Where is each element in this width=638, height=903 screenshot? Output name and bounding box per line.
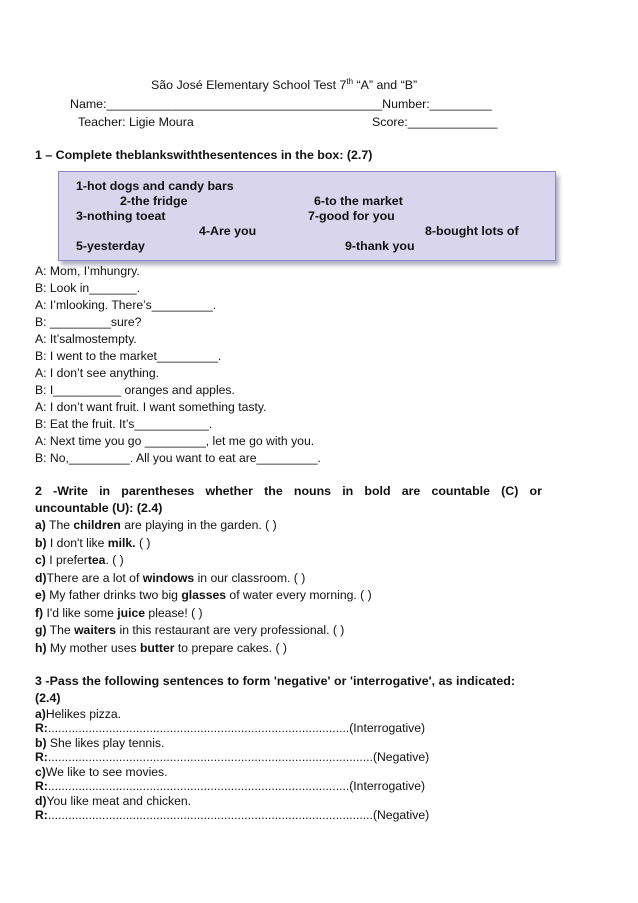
q2-title: 2 -Write in parentheses whether the nouns in bold are countable (C) or xyxy=(35,484,542,498)
q3-answer-line: R:................................................................................................(Negative) xyxy=(35,808,430,822)
box-item: 8-bought lots of xyxy=(425,224,519,238)
box-item: 9-thank you xyxy=(345,239,415,253)
dialogue-line: B: I went to the market_________. xyxy=(35,349,222,363)
q3-answer-line: R:................................................................................................(Negative) xyxy=(35,750,430,764)
box-item: 2-the fridge xyxy=(120,194,188,208)
q2-title-line2: uncountable (U): (2.4) xyxy=(35,501,163,515)
word-box xyxy=(58,171,556,261)
dialogue-line: B: I__________ oranges and apples. xyxy=(35,383,235,397)
box-item: 3-nothing toeat xyxy=(76,209,166,223)
box-item: 5-yesterday xyxy=(76,239,145,253)
q3-answer-line: R:.........................................................................................(Interrogative) xyxy=(35,779,426,793)
q3-sentence: d)You like meat and chicken. xyxy=(35,794,192,808)
box-item: 6-to the market xyxy=(314,194,403,208)
dialogue-line: A: It’salmostempty. xyxy=(35,332,137,346)
q2-item: b) I don't like milk. ( ) xyxy=(35,536,151,550)
q2-item: d)There are a lot of windows in our classroom. ( ) xyxy=(35,571,306,585)
q3-sentence: c)We like to see movies. xyxy=(35,765,168,779)
q2-item: c) I prefertea. ( ) xyxy=(35,553,124,567)
q2-item: f) I'd like some juice please! ( ) xyxy=(35,606,203,620)
school-title: São José Elementary School Test 7th “A” and “B” xyxy=(151,76,418,92)
dialogue-line: B: No,_________. All you want to eat are_________. xyxy=(35,451,321,465)
q2-item: g) The waiters in this restaurant are very professional. ( ) xyxy=(35,623,345,637)
q2-item: a) The children are playing in the garden. ( ) xyxy=(35,518,277,532)
q1-title: 1 – Complete theblankswiththesentences in the box: (2.7) xyxy=(35,148,373,162)
q2-item: h) My mother uses butter to prepare cakes. ( ) xyxy=(35,641,287,655)
dialogue-line: A: Mom, I’mhungry. xyxy=(35,264,140,278)
dialogue-line: B: _________sure? xyxy=(35,315,142,329)
q2-item: e) My father drinks two big glasses of water every morning. ( ) xyxy=(35,588,372,602)
dialogue-line: A: Next time you go _________, let me go with you. xyxy=(35,434,315,448)
box-item: 7-good for you xyxy=(308,209,395,223)
box-item: 4-Are you xyxy=(199,224,257,238)
box-item: 1-hot dogs and candy bars xyxy=(76,179,234,193)
q3-points: (2.4) xyxy=(35,691,61,705)
dialogue-line: B: Look in_______. xyxy=(35,281,141,295)
teacher-label: Teacher: Ligie Moura xyxy=(78,115,194,129)
dialogue-line: A: I don’t see anything. xyxy=(35,366,159,380)
q3-sentence: a)Helikes pizza. xyxy=(35,707,122,721)
q3-title: 3 -Pass the following sentences to form 'negative' or 'interrogative', as indicated: xyxy=(35,674,516,688)
q3-sentence: b) She likes play tennis. xyxy=(35,736,165,750)
dialogue-line: B: Eat the fruit. It’s___________. xyxy=(35,417,213,431)
dialogue-line: A: I’mlooking. There’s_________. xyxy=(35,298,217,312)
score-field: Score:_____________ xyxy=(372,115,498,129)
q3-answer-line: R:.........................................................................................(Interrogative) xyxy=(35,721,426,735)
name-field: Name:________________________________________Number:_________ xyxy=(70,97,492,111)
dialogue-line: A: I don’t want fruit. I want something tasty. xyxy=(35,400,267,414)
